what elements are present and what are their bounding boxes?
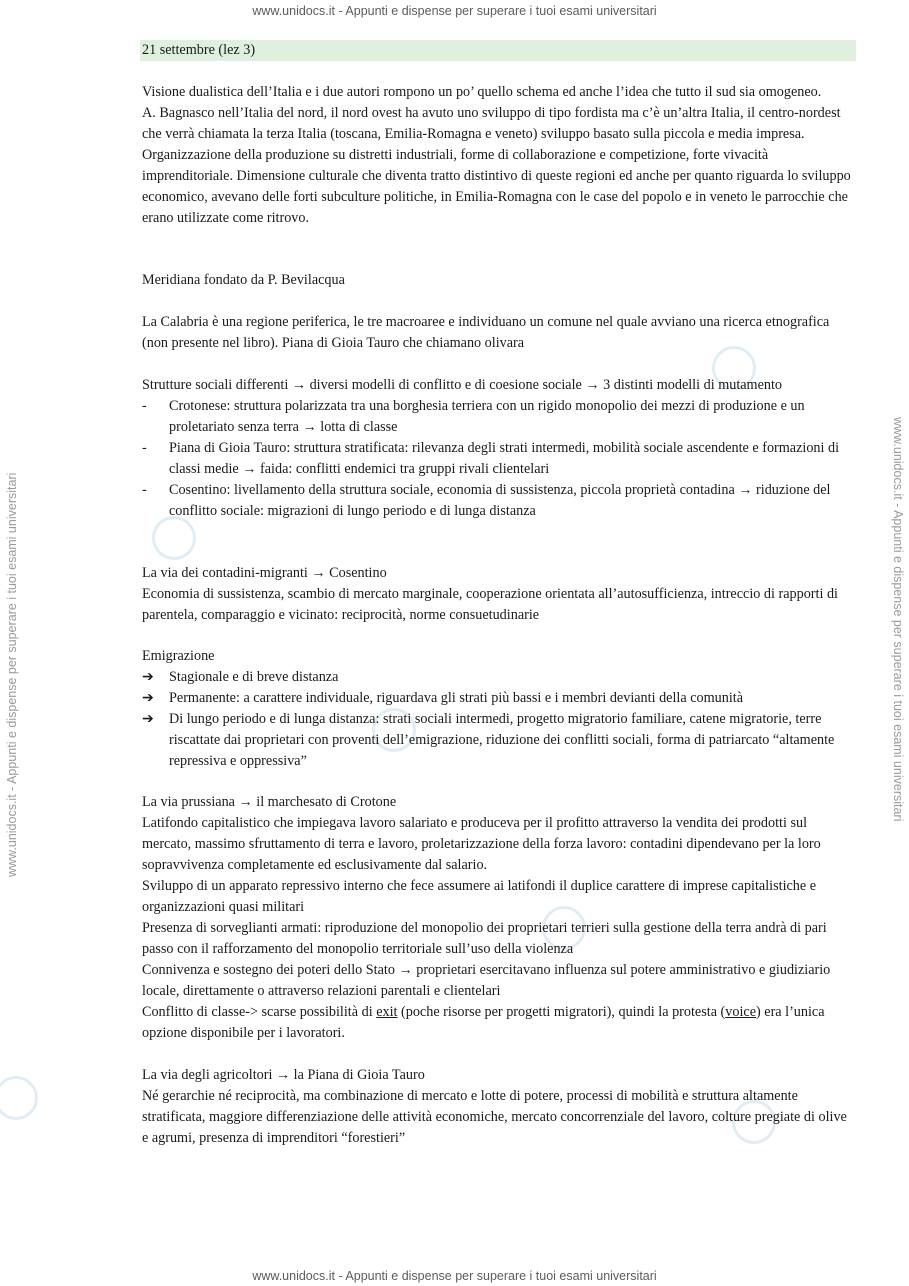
contadini-title: La via dei contadini-migranti → Cosentino bbox=[142, 565, 387, 581]
dash-marker: - bbox=[142, 398, 147, 414]
watermark-top: www.unidocs.it - Appunti e dispense per superare i tuoi esami universitari bbox=[252, 4, 657, 18]
agricoltori-section bbox=[142, 1065, 856, 1149]
voice-term: voice bbox=[725, 1004, 756, 1020]
intro-paragraph: A. Bagnasco nell’Italia del nord, il nord ovest ha avuto uno sviluppo di tipo fordista ma c’è un’altra Italia, il centro-nordest che verrà chiamata la terza Italia (toscana, Emilia-Romagna e veneto) sviluppo basato sulla piccola e media impresa. Organizzazione della produzione su distretti industriali, forme di collaborazione e competizione, forte vivacità imprenditoriale. Dimensione culturale che diventa tratto distintivo di queste regioni ed anche per quanto riguarda lo sviluppo economico, avevano delle forti subculture politiche, in Emilia-Romagna con le case del popolo e in veneto le parrocchie che erano utilizzate come ritrovo. bbox=[142, 105, 851, 226]
agricoltori-text: Né gerarchie né reciprocità, ma combinazione di mercato e lotte di potere, processi di mobilità e struttura altamente stratificata, maggiore differenziazione delle attività economiche, mercato concorrenziale del lavoro, colture pregiate di olive e agrumi, presenza di imprenditori “forestieri” bbox=[142, 1088, 847, 1146]
intro-section bbox=[142, 82, 856, 229]
unidocs-logo-icon bbox=[0, 1076, 38, 1120]
prussiana-paragraph: Conflitto di classe-> scarse possibilità di exit (poche risorse per progetti migratori), quindi la protesta (voice) era l’unica opzione disponibile per i lavoratori. bbox=[142, 1004, 825, 1041]
strutture-section bbox=[142, 375, 856, 522]
strutture-title: Strutture sociali differenti → diversi modelli di conflitto e di coesione sociale → 3 distinti modelli di mutamento bbox=[142, 377, 783, 393]
intro-paragraph: Visione dualistica dell’Italia e i due autori rompono un po’ quello schema ed anche l’idea che tutto il sud sia omogeneo. bbox=[142, 84, 822, 100]
calabria-paragraph: La Calabria è una regione periferica, le tre macroaree e individuano un comune nel quale avviano una ricerca etnografica (non presente nel libro). Piana di Gioia Tauro che chiamano olivara bbox=[142, 314, 830, 351]
watermark-left: www.unidocs.it - Appunti e dispense per superare i tuoi esami universitari bbox=[5, 472, 19, 877]
dash-marker: - bbox=[142, 482, 147, 498]
unidocs-logo-icon bbox=[152, 516, 196, 560]
watermark-bottom: www.unidocs.it - Appunti e dispense per superare i tuoi esami universitari bbox=[252, 1269, 657, 1283]
prussiana-title: La via prussiana → il marchesato di Crotone bbox=[142, 794, 397, 810]
list-item: - Piana di Gioia Tauro: struttura stratificata: rilevanza degli strati intermedi, mobilità sociale ascendente e formazioni di classi medie → faida: conflitti endemici tra gruppi rivali clientelari bbox=[142, 440, 840, 477]
list-item: - Crotonese: struttura polarizzata tra una borghesia terriera con un rigido monopolio dei mezzi di produzione e un proletariato senza terra → lotta di classe bbox=[142, 398, 805, 435]
arrow-right-icon: ➔ bbox=[142, 690, 154, 706]
list-item: ➔ Stagionale e di breve distanza bbox=[142, 667, 856, 688]
prussiana-paragraph: Sviluppo di un apparato repressivo interno che fece assumere ai latifondi il duplice carattere di imprese capitalistiche e organizzazioni quasi militari bbox=[142, 878, 817, 915]
list-item: ➔ Di lungo periodo e di lunga distanza: strati sociali intermedi, progetto migratorio familiare, catene migratorie, terre riscattate dai proprietari con proventi dell’emigrazione, riduzione dei conflitti sociali, forma di patriarcato “altamente repressiva e oppressiva” bbox=[142, 711, 835, 769]
arrow-right-icon: ➔ bbox=[142, 669, 154, 685]
page-title: 21 settembre (lez 3) bbox=[140, 40, 856, 61]
prussiana-paragraph: Connivenza e sostegno dei poteri dello Stato → proprietari esercitavano influenza sul potere amministrativo e giudiziario locale, direttamente o attraverso relazioni parentali e clientelari bbox=[142, 962, 831, 999]
emigrazione-list bbox=[142, 667, 856, 772]
exit-term: exit bbox=[376, 1004, 398, 1020]
emigrazione-section bbox=[142, 646, 856, 772]
prussiana-section bbox=[142, 792, 856, 1044]
prussiana-paragraph: Presenza di sorveglianti armati: riproduzione del monopolio dei proprietari terrieri sulla gestione della terra andrà di pari passo con il rafforzamento del monopolio territoriale sull’uso della violenza bbox=[142, 920, 827, 957]
meridiana-line: Meridiana fondato da P. Bevilacqua bbox=[142, 272, 345, 288]
arrow-right-icon: ➔ bbox=[142, 711, 154, 727]
watermark-right: www.unidocs.it - Appunti e dispense per superare i tuoi esami universitari bbox=[891, 417, 905, 822]
list-item: ➔ Permanente: a carattere individuale, riguardava gli strati più bassi e i membri devianti della comunità bbox=[142, 688, 856, 709]
list-item: - Cosentino: livellamento della struttura sociale, economia di sussistenza, piccola proprietà contadina → riduzione del conflitto sociale: migrazioni di lungo periodo e di lunga distanza bbox=[142, 482, 831, 519]
strutture-list bbox=[142, 396, 856, 522]
contadini-text: Economia di sussistenza, scambio di mercato marginale, cooperazione orientata all’autosufficienza, intreccio di rapporti di parentela, comparaggio e vicinato: reciprocità, norme consuetudinarie bbox=[142, 586, 838, 623]
contadini-section bbox=[142, 563, 856, 626]
prussiana-paragraph: Latifondo capitalistico che impiegava lavoro salariato e produceva per il profitto attraverso la vendita dei prodotti sul mercato, massimo sfruttamento di terra e lavoro, proletarizzazione della forza lavoro: contadini dipendevano per la loro sopravvivenza completamente ed esclusivamente dal salario. bbox=[142, 815, 821, 873]
agricoltori-title: La via degli agricoltori → la Piana di Gioia Tauro bbox=[142, 1067, 425, 1083]
dash-marker: - bbox=[142, 440, 147, 456]
emigrazione-title: Emigrazione bbox=[142, 648, 215, 664]
